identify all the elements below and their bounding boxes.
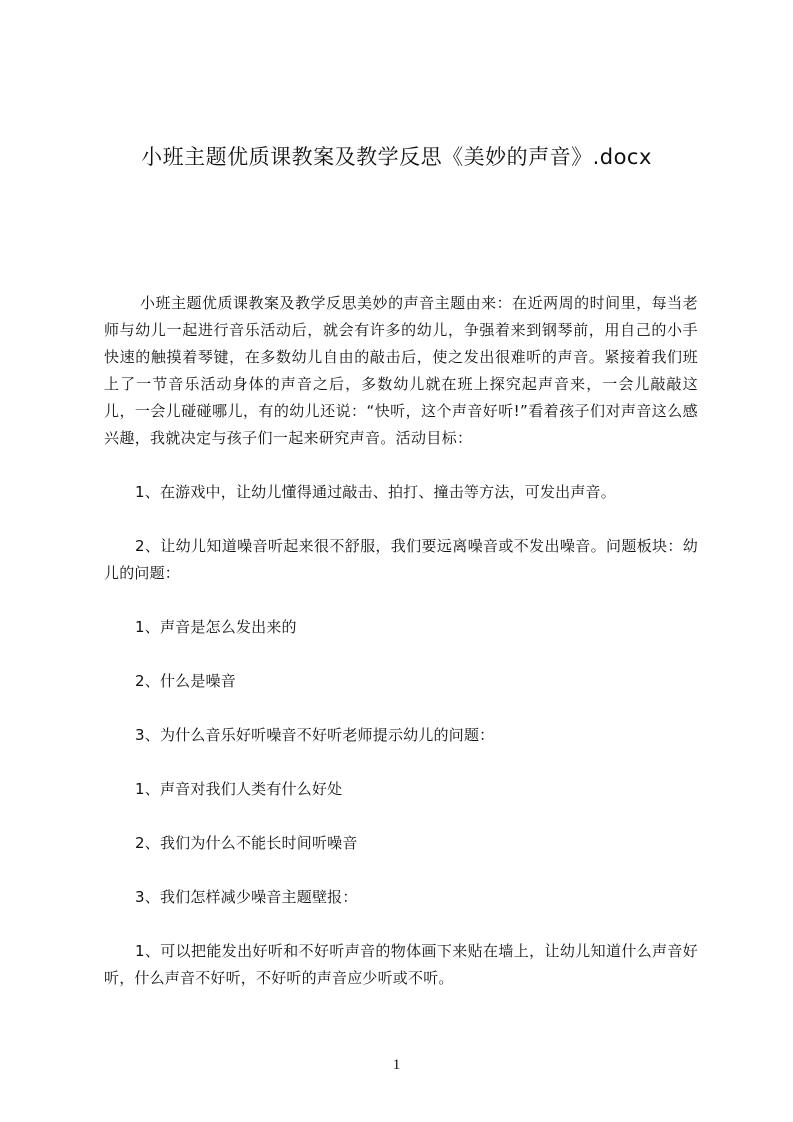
child-question-3: 3、为什么音乐好听噪音不好听老师提示幼儿的问题： bbox=[135, 726, 495, 744]
teacher-question-1: 1、声音对我们人类有什么好处 bbox=[135, 780, 343, 798]
child-question-1: 1、声音是怎么发出来的 bbox=[135, 618, 297, 636]
document-body bbox=[104, 290, 698, 992]
wall-poster-item-1: 1、可以把能发出好听和不好听声音的物体画下来贴在墙上，让幼儿知道什么声音好听，什么声音不好听，不好听的声音应少听或不听。 bbox=[104, 942, 698, 987]
document-title: 小班主题优质课教案及教学反思《美妙的声音》.docx bbox=[141, 145, 652, 169]
page-number: 1 bbox=[392, 1057, 401, 1073]
teacher-question-3: 3、我们怎样减少噪音主题壁报： bbox=[135, 888, 358, 906]
intro-paragraph: 小班主题优质课教案及教学反思美妙的声音主题由来：在近两周的时间里，每当老师与幼儿一起进行音乐活动后，就会有许多的幼儿，争强着来到钢琴前，用自己的小手快速的触摸着琴键，在多数幼儿自由的敲击后，使之发出很难听的声音。紧接着我们班上了一节音乐活动身体的声音之后，多数幼儿就在班上探究起声音来，一会儿敲敲这儿，一会儿碰碰哪儿，有的幼儿还说：“快听，这个声音好听!”看着孩子们对声音这么感兴趣，我就决定与孩子们一起来研究声音。活动目标： bbox=[104, 294, 698, 447]
goal-item-2: 2、让幼儿知道噪音听起来很不舒服，我们要远离噪音或不发出噪音。问题板块：幼儿的问题： bbox=[104, 537, 698, 582]
child-question-2: 2、什么是噪音 bbox=[135, 672, 236, 690]
goal-item-1: 1、在游戏中，让幼儿懂得通过敲击、拍打、撞击等方法，可发出声音。 bbox=[135, 483, 616, 501]
teacher-question-2: 2、我们为什么不能长时间听噪音 bbox=[135, 834, 358, 852]
